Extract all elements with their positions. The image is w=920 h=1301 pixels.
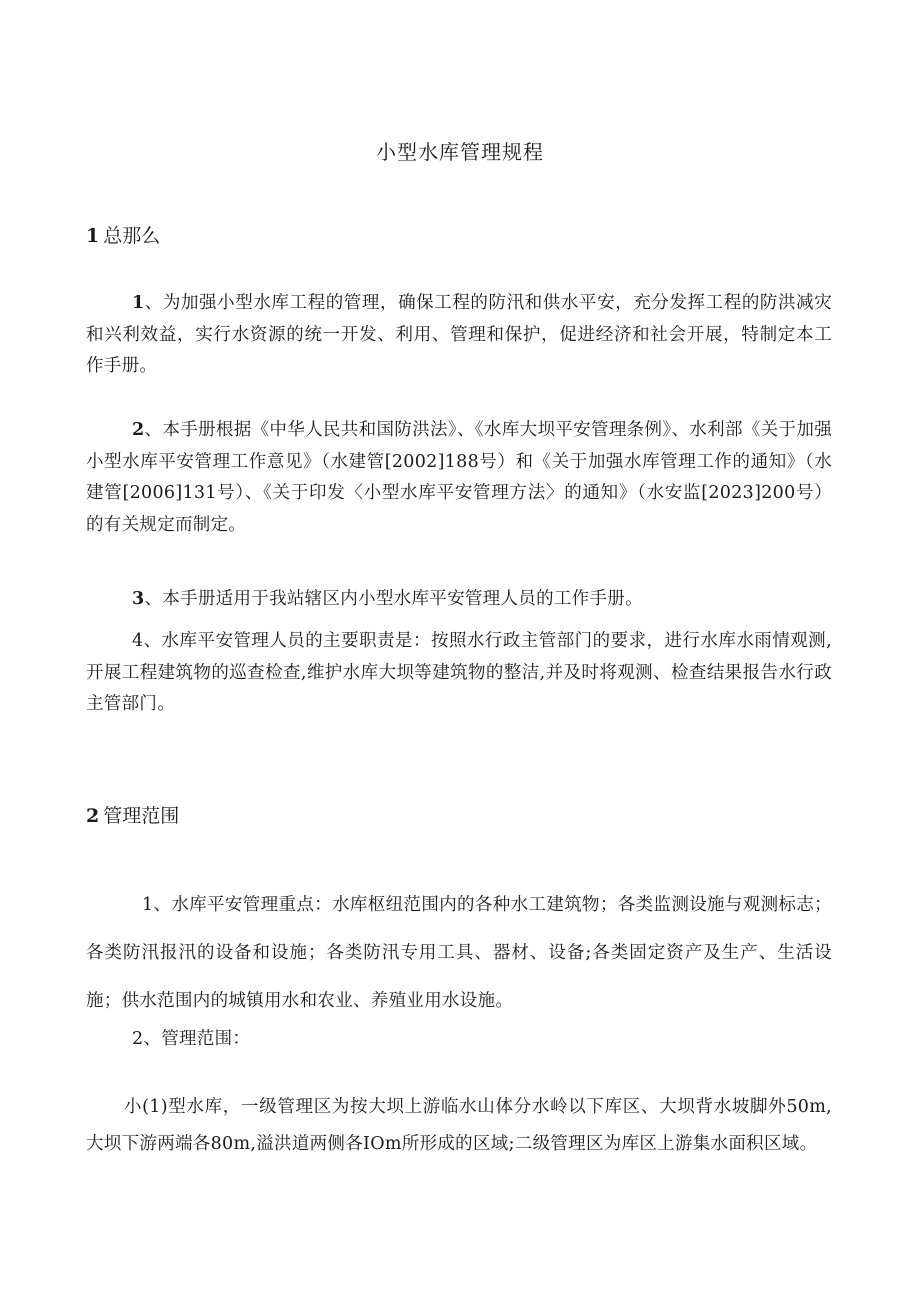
section-title: 总那么 bbox=[103, 225, 161, 247]
item-number: 2 bbox=[132, 420, 145, 440]
paragraph-text: 4、水库平安管理人员的主要职责是：按照水行政主管部门的要求，进行水库水雨情观测,开展工程建筑物的巡查检查,维护水库大坝等建筑物的整洁,并及时将观测、检查结果报告水行政主管部门。 bbox=[86, 631, 832, 714]
paragraph-text: 、为加强小型水库工程的管理，确保工程的防汛和供水平安，充分发挥工程的防洪减灾和兴利效益，实行水资源的统一开发、利用、管理和保护，促进经济和社会开展，特制定本工作手册。 bbox=[86, 293, 832, 376]
paragraph bbox=[86, 1089, 832, 1163]
paragraph bbox=[86, 881, 832, 1025]
section-heading-1 bbox=[86, 221, 160, 248]
section-heading-2 bbox=[86, 801, 179, 828]
paragraph-text: 、本手册适用于我站辖区内小型水库平安管理人员的工作手册。 bbox=[144, 589, 643, 609]
paragraph bbox=[86, 288, 832, 383]
document-title: 小型水库管理规程 bbox=[376, 140, 544, 164]
item-number: 3 bbox=[132, 589, 145, 609]
paragraph bbox=[86, 1024, 832, 1056]
paragraph-text: 小(1)型水库，一级管理区为按大坝上游临水山体分水岭以下库区、大坝背水坡脚外50m,大坝下游两端各80m,溢洪道两侧各IOm所形成的区域;二级管理区为库区上游集水面积区域。 bbox=[86, 1097, 832, 1154]
section-number: 1 bbox=[86, 225, 100, 247]
paragraph bbox=[86, 415, 832, 541]
item-number: 1 bbox=[132, 293, 145, 313]
section-number: 2 bbox=[86, 805, 100, 827]
paragraph-text: 1、水库平安管理重点：水库枢纽范围内的各种水工建筑物；各类监测设施与观测标志；各类防汛报汛的设备和设施；各类防汛专用工具、器材、设备;各类固定资产及生产、生活设施；供水范围内的城镇用水和农业、养殖业用水设施。 bbox=[86, 895, 832, 1011]
paragraph-text: 2、管理范围： bbox=[132, 1029, 251, 1049]
section-title: 管理范围 bbox=[103, 805, 180, 827]
paragraph bbox=[86, 626, 832, 721]
paragraph-text: 、本手册根据《中华人民共和国防洪法》、《水库大坝平安管理条例》、水利部《关于加强小型水库平安管理工作意见》（水建管[2002]188号）和《关于加强水库管理工作的通知》（水建管[2006]131号）、《关于印发〈小型水库平安管理方法〉的通知》（水安监[2023]200号）的有关规定而制定。 bbox=[86, 420, 832, 535]
paragraph bbox=[86, 584, 832, 616]
